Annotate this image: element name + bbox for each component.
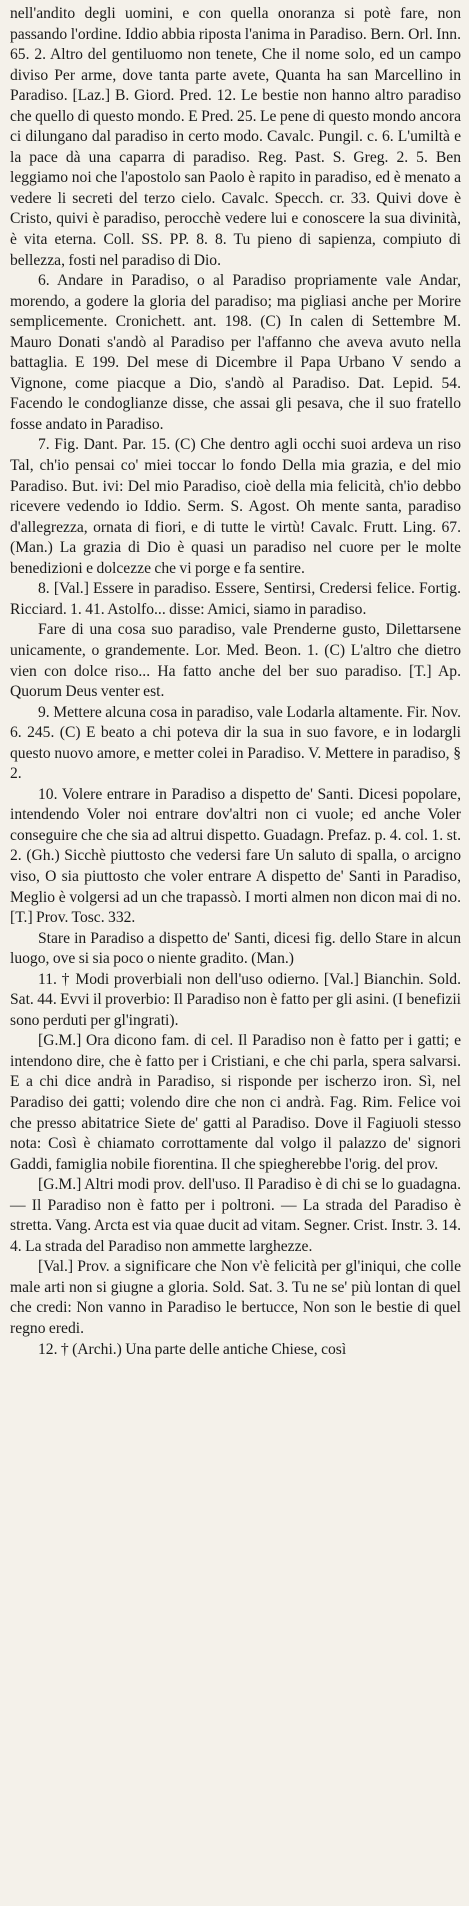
sense-8-fare-suo-paradiso: Fare di una cosa suo paradiso, vale Prenderne gusto, Dilettarsene unicamente, o grandemente. Lor. Med. Beon. 1. (C) L'altro che dietro vien con dolce riso... Ha fatto anche del ber suo paradiso. [T.] Ap. Quorum Deus venter est. (10, 621, 461, 701)
sense-7-figurative: 7. Fig. Dant. Par. 15. (C) Che dentro agli occhi suoi ardeva un riso Tal, ch'io pensai co' miei toccar lo fondo Della mia grazia, e del mio Paradiso. But. ivi: Del mio Paradiso, cioè della mia felicità, ch'io debbo ricevere vedendo io Iddio. Serm. S. Agost. Oh mente santa, paradiso d'allegrezza, ornata di fiori, e di tutte le virtù! Cavalc. Frutt. Ling. 67. (Man.) La grazia di Dio è quasi un paradiso nel cuore per le molte benedizioni e dolcezze che vi porge e fa sentire. (10, 436, 461, 577)
sense-9-mettere-in-paradiso: 9. Mettere alcuna cosa in paradiso, vale Lodarla altamente. Fir. Nov. 6. 245. (C) E beato a chi poteva dir la sua in suo favore, e in lodargli questo nuovo amore, e metter colei in Paradiso. V. Mettere in paradiso, § 2. (10, 703, 461, 783)
sense-11-felicita-iniqui: [Val.] Prov. a significare che Non v'è felicità per gl'iniqui, che colle male arti non si giugne a gloria. Sold. Sat. 3. Tu ne se' più lontan di quel che credi: Non vanno in Paradiso le bertucce, Non son le bestie di quel regno eredi. (10, 1258, 461, 1337)
sense-11-paradiso-dei-gatti: [G.M.] Ora dicono fam. di cel. Il Paradiso non è fatto per i gatti; e intendono dire, che è fatto per i Cristiani, e che chi parla, spera salvarsi. E a chi dice andrà in Paradiso, si risponde per ischerzo iron. Sì, nel Paradiso dei gatti; volendo dire che non ci andrà. Fag. Rim. Felice voi che presso abitatrice Siete de' gatti al Paradiso. Dove il Fagiuoli stesso nota: Così è chiamato corrottamente dal volgo il palazzo de' signori Gaddi, famiglia nobile fiorentina. Il che spiegherebbe l'orig. del prov. (10, 1032, 461, 1173)
sense-10-stare-in-paradiso: Stare in Paradiso a dispetto de' Santi, dicesi fig. dello Stare in alcun luogo, ove si sia poco o niente gradito. (Man.) (10, 929, 461, 968)
sense-10-volere-entrare: 10. Volere entrare in Paradiso a dispetto de' Santi. Dicesi popolare, intendendo Voler noi entrare dov'altri non ci vuole; ed anche Voler conseguire che che sia ad altrui dispetto. Guadagn. Prefaz. p. 4. col. 1. st. 2. (Gh.) Sicchè piuttosto che vedersi fare Un saluto di spalla, o arcigno viso, O sia piuttosto che voler entrare A dispetto de' Santi in Paradiso, Meglio è volgersi ad un che trapassò. I morti almen non dicon mai di no. [T.] Prov. Tosc. 332. (10, 785, 461, 927)
sense-11-altri-modi: [G.M.] Altri modi prov. dell'uso. Il Paradiso è di chi se lo guadagna. — Il Paradiso non è fatto per i poltroni. — La strada del Paradiso è stretta. Vang. Arcta est via quae ducit ad vitam. Segner. Crist. Instr. 3. 14. 4. La strada del Paradiso non ammette larghezze. (10, 1176, 461, 1255)
sense-8-essere-in-paradiso: 8. [Val.] Essere in paradiso. Essere, Sentirsi, Credersi felice. Fortig. Ricciard. 1. 41. Astolfo... disse: Amici, siamo in paradiso. (10, 580, 461, 618)
sense-12-archi: 12. † (Archi.) Una parte delle antiche Chiese, così (38, 1340, 347, 1358)
sense-6-andare-in-paradiso: 6. Andare in Paradiso, o al Paradiso propriamente vale Andar, morendo, a godere la gloria del paradiso; ma pigliasi anche per Morire semplicemente. Cronichett. ant. 198. (C) In calen di Settembre M. Mauro Donati s'andò al Paradiso per l'affanno che aveva avuto nella battaglia. E 199. Del mese di Dicembre il Papa Urbano V sendo a Vignone, come piacque a Dio, s'andò al Paradiso. Dat. Lepid. 54. Facendo le condoglianze disse, che assai gli pesava, che il suo fratello fosse andato in Paradiso. (10, 272, 461, 433)
paragraph-continuation: nell'andito degli uomini, e con quella onoranza si potè fare, non passando l'ordine. Iddio abbia riposta l'anima in Paradiso. Bern. Orl. Inn. 65. 2. Altro del gentiluomo non tenete, Che il nome solo, ed un campo diviso Per arme, dove tanta parte avete, Quanta ha san Marcellino in Paradiso. [Laz.] B. Giord. Pred. 12. Le bestie non hanno altro paradiso che quello di questo mondo. E Pred. 25. Le pene di questo mondo ancora ci dilungano dal paradiso in certo modo. Cavalc. Pungil. c. 6. L'umiltà e la pace dà una caparra di paradiso. Reg. Past. S. Greg. 2. 5. Ben leggiamo noi che l'apostolo san Paolo è rapito in paradiso, ed è menato a vedere li secreti del terzo cielo. Cavalc. Specch. cr. 33. Quivi dove è Cristo, quivi è paradiso, perocchè vedere lui e conoscere la sua divinità, è vita eterna. Coll. SS. PP. 8. 8. Tu pieno di sapienza, compiuto di bellezza, fosti nel paradiso di Dio. (10, 5, 461, 269)
sense-11-modi-proverbiali: 11. † Modi proverbiali non dell'uso odierno. [Val.] Bianchin. Sold. Sat. 44. Evvi il proverbio: Il Paradiso non è fatto per gli asini. (I benefizii sono perduti per gl'ingrati). (10, 970, 461, 1029)
